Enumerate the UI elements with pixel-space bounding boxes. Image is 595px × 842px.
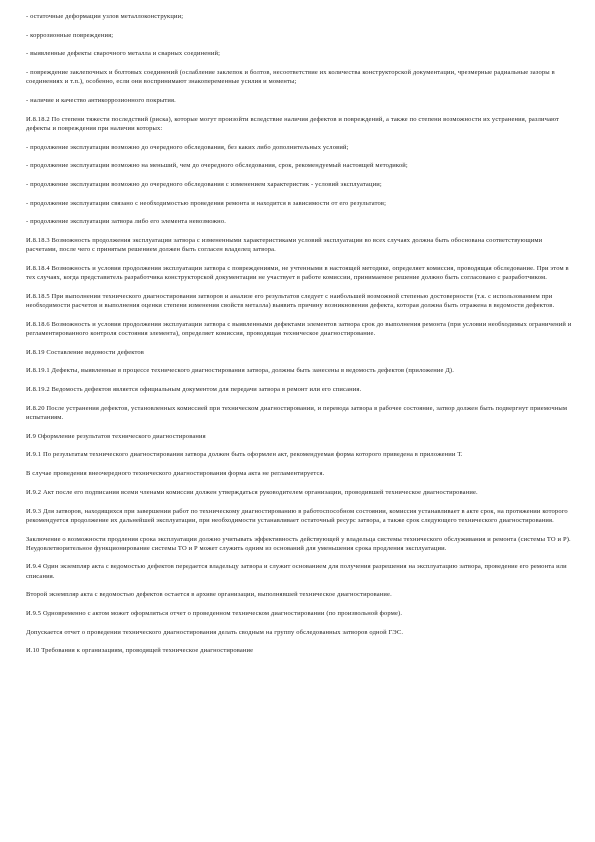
list-item-continue-until-next-inspection: - продолжение эксплуатации возможно до очередного обследования, без каких либо дополнительных условий; xyxy=(26,143,349,151)
paragraph-i-9-2: И.9.2 Акт после его подписания всеми членами комиссии должен утверждаться руководителем организации, проводившей техническое диагностирование. xyxy=(26,488,478,496)
list-item-anticorrosion-coating: - наличие и качество антикоррозионного покрытия. xyxy=(26,97,176,105)
paragraph-i-8-19-2: И.8.19.2 Ведомость дефектов является официальным документом для передачи затвора в ремонт или его списания. xyxy=(26,386,362,394)
paragraph-i-8-18-2: И.8.18.2 По степени тяжести последствий (риска), которые могут произойти вследствие наличия дефектов и повреждений, а также по степени возможности их устранения, различают дефекты и повреждения при наличии которых: xyxy=(26,115,560,132)
list-item-weld-defects: - выявленные дефекты сварочного металла и сварных соединений; xyxy=(26,50,221,58)
list-item-rivet-bolt-damage: - повреждение заклепочных и болтовых соединений (ослабление заклепок и болтов, несоответствие их количества конструкторской документации, чрезмерные радиальные зазоры в соединениях и т.п.), особенно, если они воспринимают знакопеременные усилия и моменты; xyxy=(26,69,555,86)
list-item-corrosion-damage: - коррозионные повреждения; xyxy=(26,31,114,39)
paragraph-second-copy: Второй экземпляр акта с ведомостью дефектов остается в архиве организации, выполнявшей техническое диагностирование. xyxy=(26,591,392,599)
list-item-continue-impossible: - продолжение эксплуатации затвора либо его элемента невозможно. xyxy=(26,218,226,226)
list-item-continue-changed-conditions: - продолжение эксплуатации возможно до очередного обследования с изменением характеристик - условий эксплуатации; xyxy=(26,181,382,189)
paragraph-i-8-19-1: И.8.19.1 Дефекты, выявленные в процессе технического диагностирования затвора, должны быть занесены в ведомость дефектов (приложение Д). xyxy=(26,367,454,375)
paragraph-i-9-4: И.9.4 Один экземпляр акта с ведомостью дефектов передается владельцу затвора и служит основанием для получения разрешения на эксплуатацию затвора, проведение его ремонта или списания. xyxy=(26,563,567,580)
paragraph-i-8-18-5: И.8.18.5 При выполнении технического диагностирования затворов и анализе его результатов следует с наибольшей возможной степенью достоверности (т.к. с использованием при необходимости расчетов и выполнения оценки степени изменения свойств металла) выявить причину возникновения дефекта, которая должна быть отражена в ведомости дефектов. xyxy=(26,292,555,310)
list-item-residual-deformation: - остаточные деформации узлов металлоконструкции; xyxy=(26,13,184,20)
paragraph-i-9-5: И.9.5 Одновременно с актом может оформляться отчет о проведенном техническом диагностировании (по произвольной форме). xyxy=(26,610,403,618)
paragraph-i-8-20: И.8.20 После устранения дефектов, установленных комиссией при техническом диагностировании, и перевода затвора в рабочее состояние, затвор должен быть подвергнут приемочным испытаниям. xyxy=(26,404,568,422)
paragraph-i-8-18-3: И.8.18.3 Возможность продолжения эксплуатации затвора с измененными характеристиками условий эксплуатации во всех случаях должна быть обоснована соответствующими расчетами, после чего с принятым решением должен быть согласен владелец затвора. xyxy=(26,237,543,254)
paragraph-i-9-3: И.9.3 Для затворов, находящихся при завершении работ по техническому диагностированию в работоспособном состоянии, комиссия устанавливает в акте срок, на протяжении которого рекомендуется продолжение их дальнейшей эксплуатации, при необходимости устанавливает остаточный ресурс затвора, а также срок следующего технического диагностирования. xyxy=(26,507,568,524)
paragraph-service-life-conclusion: Заключение о возможности продления срока эксплуатации должно учитывать эффективность действующей у владельца системы технического обслуживания и ремонта (системы ТО и Р). Неудовлетворительное функционирование системы ТО и Р может служить одним из оснований для уменьшения срока продления эксплуатации. xyxy=(26,535,571,552)
paragraph-i-9-1: И.9.1 По результатам технического диагностирования затвора должен быть оформлен акт, рекомендуемая форма которого приведена в приложении Т. xyxy=(26,451,463,459)
document-page xyxy=(26,12,574,665)
section-heading-i-10: И.10 Требования к организациям, проводящей техническое диагностирование xyxy=(26,647,254,655)
paragraph-i-8-18-4: И.8.18.4 Возможность и условия продолжения эксплуатации затвора с повреждениями, не учтенными в настоящей методике, определяет комиссия, проводящая обследование. При этом в тех случаях, когда представитель разработчика конструкторской документации не участвует в работе комиссии, принимаемое решение должно быть согласовано с разработчиком. xyxy=(26,265,569,282)
section-heading-i-9: И.9 Оформление результатов технического диагностирования xyxy=(26,432,206,440)
paragraph-summary-report: Допускается отчет о проведении технического диагностирования делать сводным на группу обследованных затворов одной ГЭС. xyxy=(26,628,404,636)
section-heading-i-8-19: И.8.19 Составление ведомости дефектов xyxy=(26,348,145,356)
list-item-continue-shorter-term: - продолжение эксплуатации возможно на меньший, чем до очередного обследования, срок, рекомендуемый настоящей методикой; xyxy=(26,162,408,170)
list-item-continue-after-repair: - продолжение эксплуатации связано с необходимостью проведения ремонта и находится в зависимости от его результатов; xyxy=(26,199,387,207)
paragraph-extraordinary-diagnostics: В случае проведения внеочередного технического диагностирования форма акта не регламентируется. xyxy=(26,470,325,478)
paragraph-i-8-18-6: И.8.18.6 Возможность и условия продолжения эксплуатации затвора с выявленными дефектами элементов затвора срок до выполнения ремонта (при условии необходимых ограничений и регламентированного контроля состояния элемента), определяет комиссия, проводящая техническое диагностирование. xyxy=(26,320,572,338)
